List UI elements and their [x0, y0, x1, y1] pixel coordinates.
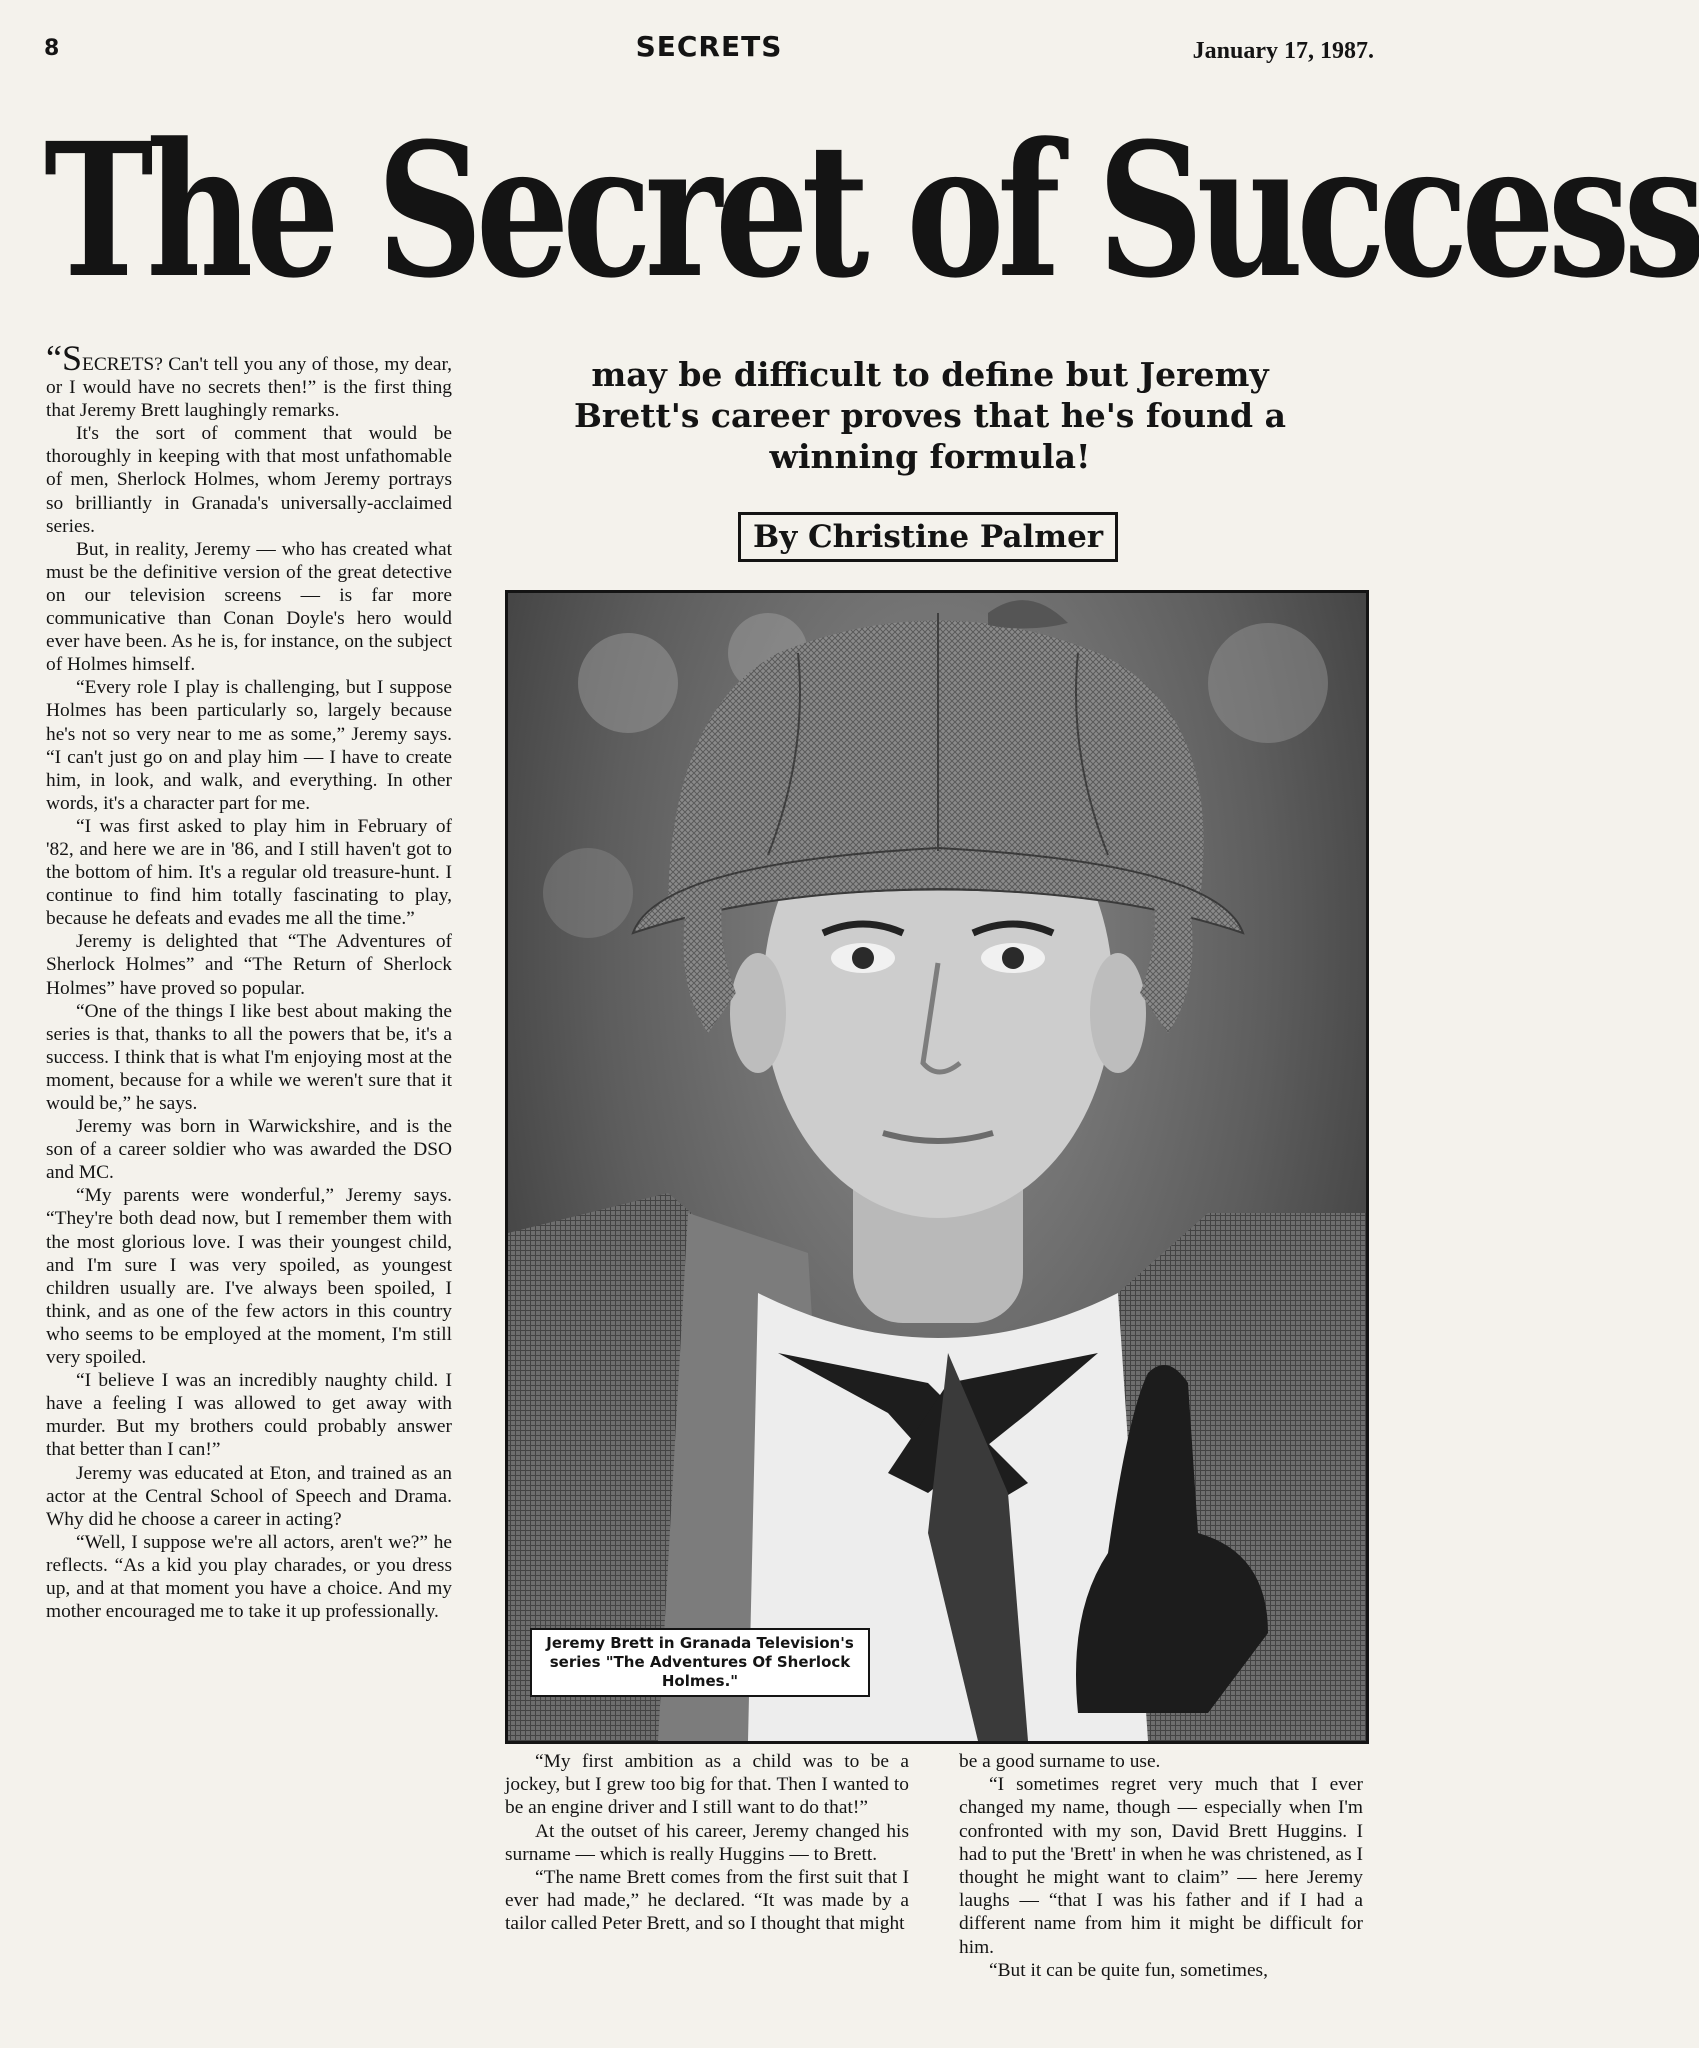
left-article-column: [46, 338, 452, 2018]
paragraph: Jeremy is delighted that “The Adventures of Sherlock Holmes” and “The Return of Sherlock Holmes” have proved so popular.: [46, 931, 452, 999]
paragraph: But, in reality, Jeremy — who has created what must be the definitive version of the great detective on our television screens — is far more communicative than Conan Doyle's hero would ever have been. As he is, for instance, on the subject of Holmes himself.: [46, 538, 452, 676]
byline: By Christine Palmer: [738, 512, 1118, 562]
paragraph: “My parents were wonderful,” Jeremy says. “They're both dead now, but I remember them with the most glorious love. I was their youngest child, and I'm sure I was very spoiled, as youngest children usually are. I've always been spoiled, I think, and as one of the few actors in this country who seems to be employed at the moment, I'm still very spoiled.: [46, 1185, 452, 1369]
paragraph: Jeremy was educated at Eton, and trained as an actor at the Central School of Speech and Drama. Why did he choose a career in acting?: [46, 1462, 452, 1530]
headline: The Secret of Success: [44, 103, 1699, 319]
page-header: [44, 30, 1374, 70]
paragraph: “One of the things I like best about making the series is that, thanks to all the powers that be, it's a success. I think that is what I'm enjoying most at the moment, because for a while we weren't sure that it would be,” he says.: [46, 1000, 452, 1114]
paragraph: It's the sort of comment that would be thoroughly in keeping with that most unfathomable of men, Sherlock Holmes, whom Jeremy portrays so brilliantly in Granada's universally-acclaimed series.: [46, 423, 452, 537]
paragraph: “The name Brett comes from the first suit that I ever had made,” he declared. “It was made by a tailor called Peter Brett, and so I thought that might: [505, 1867, 909, 1935]
portrait-illustration: [508, 593, 1366, 1741]
dropcap: “S: [46, 338, 83, 378]
paragraph: Jeremy was born in Warwickshire, and is the son of a career soldier who was awarded the DSO and MC.: [46, 1116, 452, 1184]
middle-article-column: [505, 1750, 909, 1936]
paragraph: “My first ambition as a child was to be a jockey, but I grew too big for that. Then I wanted to be an engine driver and I still want to do that!”: [505, 1751, 909, 1819]
lower-article-columns: [505, 1750, 1363, 2030]
paragraph: “I sometimes regret very much that I ever changed my name, though — especially when I'm confronted with my son, David Brett Huggins. I had to put the 'Brett' in when he was christened, as I thought he might want to claim” — here Jeremy laughs — “that I was his father and if I had a different name from him it might be difficult for him.: [959, 1774, 1363, 1958]
publication-name: SECRETS: [635, 30, 783, 63]
paragraph: “I was first asked to play him in February of '82, and here we are in '86, and I still haven't got to the bottom of him. It's a regular old treasure-hunt. I continue to find him totally fascinating to play, because he defeats and evades me all the time.”: [46, 815, 452, 930]
right-article-column: [959, 1750, 1363, 1982]
paragraph: “But it can be quite fun, sometimes,: [989, 1959, 1268, 1981]
paragraph: At the outset of his career, Jeremy changed his surname — which is really Huggins — to Brett.: [505, 1820, 909, 1865]
portrait-photo: [505, 590, 1369, 1744]
issue-date: January 17, 1987.: [1192, 38, 1374, 64]
photo-caption: Jeremy Brett in Granada Television's series "The Adventures Of Sherlock Holmes.": [530, 1628, 870, 1697]
page-number: 8: [44, 36, 60, 61]
standfirst: may be difficult to define but Jeremy Brett's career proves that he's found a winning formula!: [573, 355, 1286, 476]
paragraph-continuation: be a good surname to use.: [959, 1751, 1161, 1772]
paragraph: “I believe I was an incredibly naughty child. I have a feeling I was allowed to get away with murder. But my brothers could probably answer that better than I can!”: [46, 1370, 452, 1461]
paragraph: “Every role I play is challenging, but I suppose Holmes has been particularly so, largely because he's not so very near to me as some,” Jeremy says. “I can't just go on and play him — I have to create him, in look, and walk, and everything. In other words, it's a character part for me.: [46, 677, 452, 814]
paragraph: “Well, I suppose we're all actors, aren't we?” he reflects. “As a kid you play charades, or you dress up, and at that moment you have a choice. And my mother encouraged me to take it up professionally.: [46, 1531, 452, 1623]
opening-paragraph: “SECRETS? Can't tell you any of those, my dear, or I would have no secrets then!” is the first thing that Jeremy Brett laughingly remarks.: [46, 338, 452, 422]
